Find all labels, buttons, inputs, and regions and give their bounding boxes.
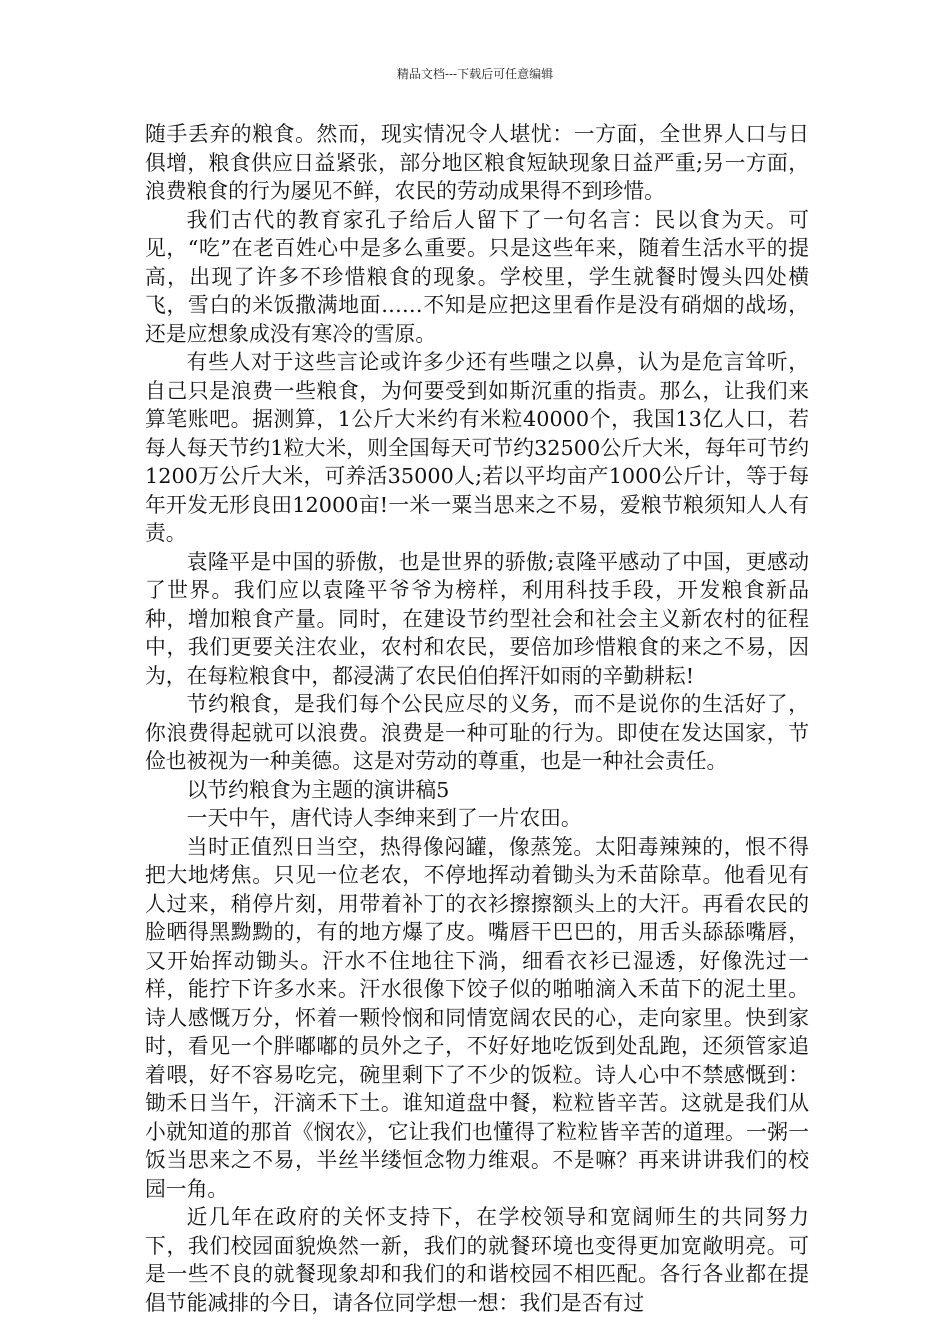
paragraph-calculation: 有些人对于这些言论或许多少还有些嗤之以鼻，认为是危言耸听，自己只是浪费一些粮食，为何要受到如斯沉重的指责。那么，让我们来算笔账吧。据测算，1公斤大米约有米粒40000个，我国13亿人口，若每人每天节约1粒大米，则全国每天可节约32500公斤大米，每年可节约1200万公斤大米，可养活35000人;若以平均亩产1000公斤计，等于每年开发无形良田12000亩!一米一粟当思来之不易，爱粮节粮须知人人有责。 bbox=[145, 350, 810, 545]
paragraph-continuation: 随手丢弃的粮食。然而，现实情况令人堪忧：一方面，全世界人口与日俱增，粮食供应日益紧张，部分地区粮食短缺现象日益严重;另一方面，浪费粮食的行为屡见不鲜，农民的劳动成果得不到珍惜。 bbox=[145, 122, 809, 203]
paragraph-yuan-longping: 袁隆平是中国的骄傲，也是世界的骄傲;袁隆平感动了中国，更感动了世界。我们应以袁隆平爷爷为榜样，利用科技手段，开发粮食新品种，增加粮食产量。同时，在建设节约型社会和社会主义新农村的征程中，我们更要关注农业，农村和农民，要倍加珍惜粮食的来之不易，因为，在每粒粮食中，都浸满了农民伯伯挥汗如雨的辛勤耕耘! bbox=[145, 549, 809, 688]
section-heading: 以节约粮食为主题的演讲稿5 bbox=[186, 777, 450, 802]
paragraph-li-shen: 一天中午，唐代诗人李绅来到了一片农田。 bbox=[186, 806, 582, 830]
paragraph-confucius: 我们古代的教育家孔子给后人留下了一句名言：民以食为天。可见，“吃”在老百姓心中是多么重要。只是这些年来，随着生活水平的提高，出现了许多不珍惜粮食的现象。学校里，学生就餐时馒头四处横飞，雪白的米饭撒满地面……不知是应把这里看作是没有硝烟的战场，还是应想象成没有寒冷的雪原。 bbox=[145, 207, 809, 346]
page-header: 精品文档---下载后可任意编辑 bbox=[396, 67, 554, 81]
paragraph-duty: 节约粮食，是我们每个公民应尽的义务，而不是说你的生活好了，你浪费得起就可以浪费。浪费是一种可耻的行为。即使在发达国家，节俭也被视为一种美德。这是对劳动的尊重，也是一种社会责任。 bbox=[145, 692, 809, 773]
document-body bbox=[145, 120, 809, 1317]
paragraph-campus: 近几年在政府的关怀支持下，在学校领导和宽阔师生的共同努力下，我们校园面貌焕然一新，我们的就餐环境也变得更加宽敞明亮。可是一些不良的就餐现象却和我们的和谐校园不相匹配。各行各业都在提倡节能减排的今日，请各位同学想一想：我们是否有过 bbox=[145, 1205, 809, 1315]
paragraph-farmer-story: 当时正值烈日当空，热得像闷罐，像蒸笼。太阳毒辣辣的，恨不得把大地烤焦。只见一位老农，不停地挥动着锄头为禾苗除草。他看见有人过来，稍停片刻，用带着补丁的衣衫擦擦额头上的大汗。再看农民的脸晒得黑黝黝的，有的地方爆了皮。嘴唇干巴巴的，用舌头舔舔嘴唇，又开始挥动锄头。汗水不住地往下淌，细看衣衫已湿透，好像洗过一样，能拧下许多水来。汗水很像下饺子似的啪啪滴入禾苗下的泥土里。诗人感慨万分，怀着一颗怜悯和同情宽阔农民的心，走向家里。快到家时，看见一个胖嘟嘟的员外之子，不好好地吃饭到处乱跑，还须管家追着喂，好不容易吃完，碗里剩下了不少的饭粒。诗人心中不禁感慨到：锄禾日当午，汗滴禾下土。谁知道盘中餐，粒粒皆辛苦。这就是我们从小就知道的那首《悯农》，它让我们也懂得了粒粒皆辛苦的道理。一粥一饭当思来之不易，半丝半缕恒念物力维艰。不是嘛？再来讲讲我们的校园一角。 bbox=[145, 834, 809, 1201]
